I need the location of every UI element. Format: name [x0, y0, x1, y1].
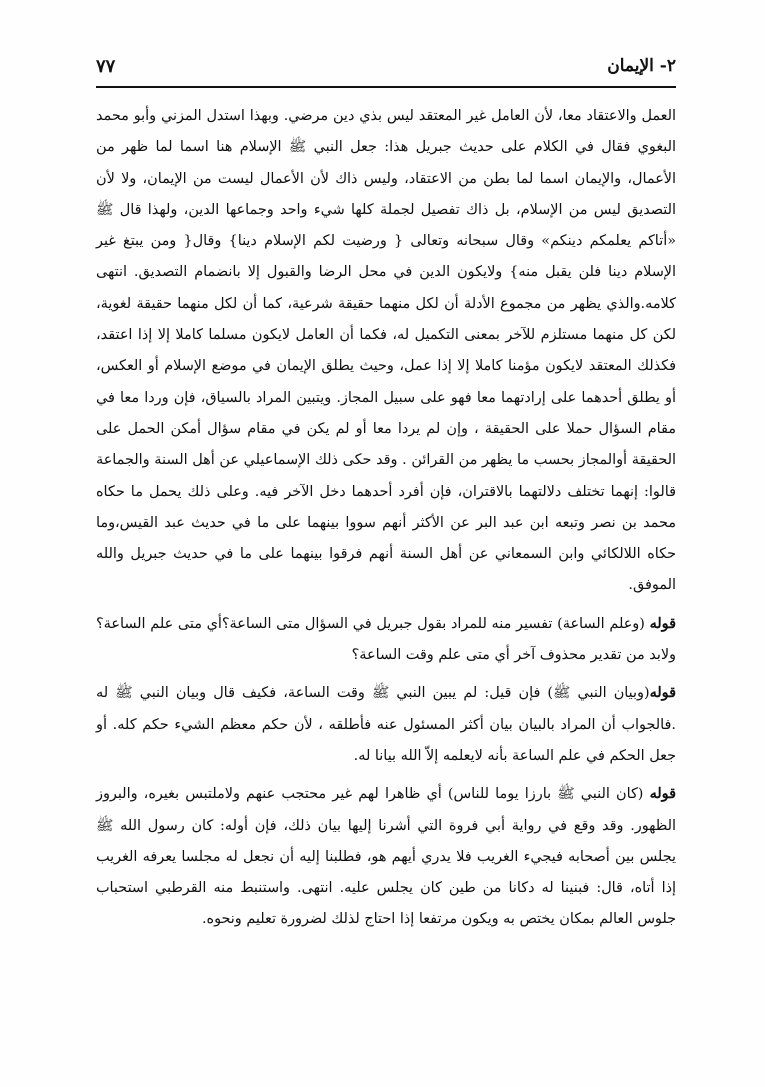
paragraph-text: (وعلم الساعة) تفسير منه للمراد بقول جبريل في السؤال متى الساعة؟أي متى علم الساعة؟ ولابد من تقدير محذوف آخر أي متى علم وقت الساعة؟ — [96, 615, 676, 664]
paragraph-text: العمل والاعتقاد معا، لأن العامل غير المعتقد ليس بذي دين مرضي. وبهذا استدل المزني وأبو محمد البغوي فقال في الكلام على حديث جبريل هذا: جعل النبي ﷺ الإسلام هنا اسما لما ظهر من الأعمال، والإيمان اسما لما بطن من الاعتقاد، وليس ذاك لأن الأعمال ليست من الإيمان، ولا لأن التصديق ليس من الإسلام، بل ذاك تفصيل لجملة كلها شيء واحد وجماعها الدين، ولهذا قال ﷺ «أتاكم يعلمكم دينكم» وقال سبحانه وتعالى { ورضيت لكم الإسلام دينا} وقال{ ومن يبتغ غير الإسلام دينا فلن يقبل منه} ولايكون الدين في محل الرضا والقبول إلا بانضمام التصديق. انتهى كلامه.والذي يظهر من مجموع الأدلة أن لكل منهما حقيقة شرعية، كما أن لكل منهما حقيقة لغوية، لكن كل منهما مستلزم للآخر بمعنى التكميل له، فكما أن العامل لايكون مسلما كاملا إلا إذا اعتقد، فكذلك المعتقد لايكون مؤمنا كاملا إلا إذا عمل، وحيث يطلق الإيمان في موضع الإسلام أو العكس، أو يطلق أحدهما على إرادتهما معا فهو على سبيل المجاز. ويتبين المراد بالسياق، فإن وردا معا في مقام السؤال حملا على الحقيقة ، وإن لم يردا معا أو لم يكن في مقام سؤال أمكن الحمل على الحقيقة أوالمجاز بحسب ما يظهر من القرائن . وقد حكى ذلك الإسماعيلي عن أهل السنة والجماعة قالوا: إنهما تختلف دلالتهما بالاقتران، فإن أفرد أحدهما دخل الآخر فيه. وعلى ذلك يحمل ما حكاه محمد بن نصر وتبعه ابن عبد البر عن الأكثر أنهم سووا بينهما على ما في حديث عبد القيس،وما حكاه اللالكائي وابن السمعاني عن أهل السنة أنهم فرقوا بينهما على ما في حديث جبريل والله الموفق. — [96, 108, 676, 594]
paragraph — [96, 677, 676, 772]
paragraph-lead: قوله — [649, 684, 676, 702]
page-header — [96, 52, 676, 88]
chapter-title: ٢- الإيمان — [607, 56, 676, 76]
page-number: ٧٧ — [96, 56, 116, 77]
paragraph-lead: قوله — [649, 614, 676, 632]
paragraph — [96, 100, 676, 602]
paragraph — [96, 778, 676, 935]
paragraph-lead: قوله — [649, 785, 676, 803]
paragraph-text: (كان النبي ﷺ بارزا يوما للناس) أي ظاهرا لهم غير محتجب عنهم ولاملتبس بغيره، والبروز الظهور. وقد وقع في رواية أبي فروة التي أشرنا إليها بيان ذلك، فإن أوله: كان رسول الله ﷺ يجلس بين أصحابه فيجيء الغريب فلا يدري أيهم هو، فطلبنا إليه أن نجعل له مجلسا يعرفه الغريب إذا أتاه، قال: فبنينا له دكانا من طين كان يجلس عليه. انتهى. واستنبط منه القرطبي استحباب جلوس العالم بمكان يختص به ويكون مرتفعا إذا احتاج لذلك لضرورة تعليم ونحوه. — [96, 786, 676, 928]
paragraph — [96, 608, 676, 672]
page-body — [96, 100, 676, 936]
paragraph-text: (وبيان النبي ﷺ) فإن قيل: لم يبين النبي ﷺ وقت الساعة، فكيف قال وبيان النبي ﷺ له .فالجواب أن المراد بالبيان بيان أكثر المسئول عنه فأطلقه ، لأن حكم معظم الشيء حكم كله. أو جعل الحكم في علم الساعة بأنه لايعلمه إلاّ الله بيانا له. — [96, 685, 676, 764]
